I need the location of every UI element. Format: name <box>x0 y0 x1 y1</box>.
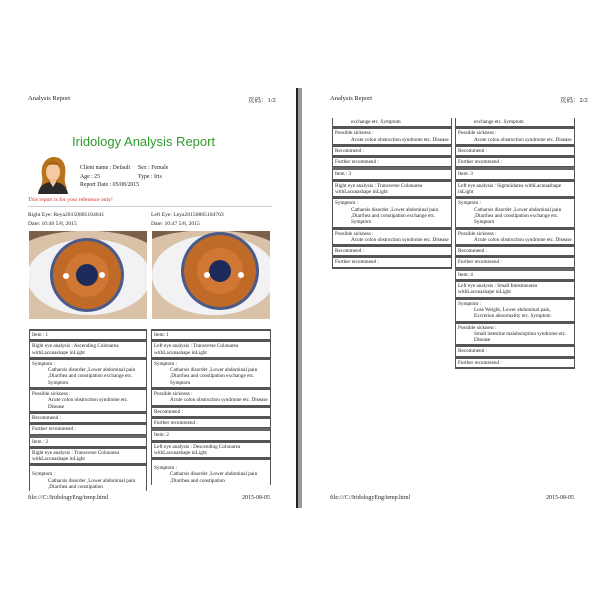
client-type: Type : Iris <box>138 173 162 180</box>
sickness-cell: Possible sickness : Acute colon obstruction syndrome etc. Disease <box>332 127 452 145</box>
further-recommend-cell: Further recommend : <box>29 423 147 434</box>
symptom-continuation: exchange etc. Symptom <box>332 118 452 127</box>
disclaimer: This report is for your reference only! <box>28 197 113 203</box>
right-eye-date: Date: 10:46 5/8, 2015 <box>28 221 77 227</box>
footer-file-path: file:///C:/IridologyEng/temp.html <box>330 495 411 501</box>
analysis-cell: Right eye analysis : Ascending Colonarea withLacunashape inLight <box>29 340 147 358</box>
sickness-cell: Possible sickness : Acute colon obstruction syndrome etc. Disease <box>29 388 147 412</box>
further-recommend-cell: Further recommend : <box>455 357 575 369</box>
recommend-cell: Recommend : <box>455 145 575 156</box>
analysis-cell: Left eye analysis : Descending Colonarea withLacunashape inLight <box>151 441 271 459</box>
further-recommend-cell: Further recommend : <box>151 417 271 428</box>
footer-file-path: file:///C:/IridologyEng/temp.html <box>28 495 109 501</box>
sickness-cell: Possible sickness : Small intestine malabsorption syndrome etc. Disease <box>455 322 575 346</box>
report-page-2 <box>302 0 600 600</box>
item-header: Item : 1 <box>29 329 147 340</box>
analysis-cell: Left eye analysis : Sigmoidarea withLacunashape inLight <box>455 180 575 198</box>
right-eye-results-table-cont <box>332 118 452 269</box>
symptom-cell: Symptom : Catharsis disorder ,Lower abdominal pain ,Diarrhea and constipation <box>151 458 271 485</box>
sickness-cell: Possible sickness : Acute colon obstruction syndrome etc. Disease <box>332 228 452 246</box>
symptom-cell: Symptom : Loss Weight, Lower abdominal pain, Excretion abnormality etc. Symptom <box>455 298 575 322</box>
report-date: Report Date : 05/08/2015 <box>80 182 140 188</box>
right-eye-caption <box>28 211 104 229</box>
page-header-title: Analysis Report <box>28 95 71 102</box>
item-header: Item : 3 <box>332 167 452 179</box>
further-recommend-cell: Further recommend : <box>332 156 452 167</box>
recommend-cell: Recommend : <box>455 345 575 356</box>
right-eye-image <box>29 231 147 319</box>
client-sex: Sex : Female <box>138 165 169 171</box>
recommend-cell: Recommend : <box>332 245 452 256</box>
footer-date: 2015-08-05 <box>242 495 270 501</box>
right-eye-results-table <box>29 329 147 491</box>
sickness-cell: Possible sickness : Acute colon obstruction syndrome etc. Disease <box>455 127 575 145</box>
item-header: Item: 4 <box>455 268 575 280</box>
right-eye-label: Right Eye: Reya20150805104641 <box>28 212 105 218</box>
symptom-continuation: exchange etc. Symptom <box>455 118 575 127</box>
sickness-cell: Possible sickness : Acute colon obstruction syndrome etc. Disease <box>151 388 271 406</box>
symptom-cell: Symptom : Catharsis disorder ,Lower abdominal pain ,Diarrhea and constipation <box>29 464 147 491</box>
analysis-cell: Left eye analysis : Transverse Colonarea withLacunashape inLight <box>151 340 271 358</box>
item-header: Item: 2 <box>151 428 271 440</box>
left-eye-results-table <box>151 329 271 485</box>
female-avatar-icon <box>36 156 70 194</box>
left-eye-label: Left Eye: Leya20150805104703 <box>151 212 224 218</box>
footer-date: 2015-08-05 <box>546 495 574 501</box>
analysis-cell: Right eye analysis : Transverse Colonarea withLacunashape inLight <box>29 447 147 465</box>
symptom-cell: Symptom : Catharsis disorder ,Lower abdominal pain ,Diarrhea and constipation exchange etc. Symptom <box>455 197 575 227</box>
symptom-cell: Symptom : Catharsis disorder ,Lower abdominal pain ,Diarrhea and constipation exchange etc. Symptom <box>332 197 452 227</box>
recommend-cell: Recommend : <box>455 245 575 256</box>
left-eye-date: Date: 10:47 5/8, 2015 <box>151 221 200 227</box>
further-recommend-cell: Further recommend : <box>455 156 575 167</box>
report-title: Iridology Analysis Report <box>72 134 216 149</box>
recommend-cell: Recommend : <box>29 412 147 423</box>
page-number: 页码：2/2 <box>560 97 588 104</box>
sickness-cell: Possible sickness : Acute colon obstruction syndrome etc. Disease <box>455 228 575 246</box>
client-name: Client name : Default <box>80 165 131 171</box>
client-age: Age : 25 <box>80 173 100 180</box>
symptom-cell: Symptom : Catharsis disorder ,Lower abdominal pain ,Diarrhea and constipation exchange etc. Symptom <box>29 358 147 388</box>
further-recommend-cell: Further recommend : <box>332 256 452 268</box>
client-info <box>80 164 169 190</box>
item-header: Item: 3 <box>455 167 575 179</box>
left-eye-image <box>152 231 270 319</box>
divider-rule <box>28 206 272 207</box>
analysis-cell: Left eye analysis : Small Intestinearea withLacunashape inLight <box>455 280 575 298</box>
left-eye-results-table-cont <box>455 118 575 369</box>
further-recommend-cell: Further recommend : <box>455 256 575 267</box>
symptom-cell: Symptom : Catharsis disorder ,Lower abdominal pain ,Diarrhea and constipation exchange etc. Symptom <box>151 358 271 388</box>
recommend-cell: Recommend : <box>151 406 271 417</box>
left-eye-caption <box>151 211 224 229</box>
item-header: Item : 2 <box>29 435 147 447</box>
page-number: 页码：1/2 <box>248 97 276 104</box>
item-header: Item: 1 <box>151 329 271 340</box>
page-header-title: Analysis Report <box>330 95 373 102</box>
analysis-cell: Right eye analysis : Transverse Colonarea withLacunashape inLight <box>332 180 452 198</box>
report-page-1 <box>0 0 295 600</box>
recommend-cell: Recommend : <box>332 145 452 156</box>
